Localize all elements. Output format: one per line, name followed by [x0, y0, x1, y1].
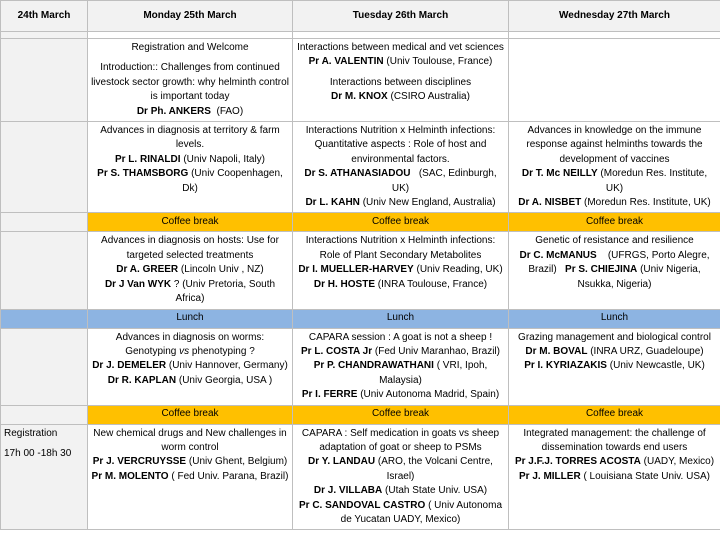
speaker-affiliation: (Fed Univ Maranhao, Brazil) [374, 345, 500, 357]
speaker-affiliation: (UADY, Mexico) [643, 456, 715, 468]
session-genetics [509, 232, 720, 309]
speaker-affiliation: (Univ Napoli, Italy) [183, 153, 266, 165]
header-tuesday: Tuesday 26th March [293, 1, 509, 32]
speaker-affiliation: ( VRI, Ipoh, Malaysia) [379, 360, 488, 386]
session-interactions [293, 39, 509, 122]
session-row-1 [1, 39, 720, 122]
speaker-affiliation: (Univ Nigeria, Nsukka, Nigeria) [577, 264, 701, 290]
session-row-3 [1, 232, 720, 309]
header-monday: Monday 25th March [88, 1, 293, 32]
session-title: vs [179, 345, 190, 357]
session-title: Interactions between disciplines [329, 76, 472, 88]
speaker-name: Dr I. MUELLER-HARVEY [298, 264, 414, 276]
session-row-5 [1, 424, 720, 530]
cell-24-march [1, 328, 88, 405]
speaker-affiliation: (Univ Coopenhagen, Dk) [182, 168, 283, 194]
coffee-break: Coffee break [509, 213, 720, 232]
speaker-affiliation: (Univ Toulouse, France) [386, 56, 493, 68]
spacer-row [1, 32, 720, 39]
speaker-affiliation: (Lincoln Univ , NZ) [180, 264, 264, 276]
session-row-4 [1, 328, 720, 405]
speaker-name: Pr J.F.J. TORRES ACOSTA [514, 456, 641, 468]
speaker-name: Dr S. ATHANASIADOU [304, 168, 411, 180]
session-title: Integrated management: the challenge of dissemination towards end users [523, 427, 706, 453]
coffee-break: Coffee break [509, 405, 720, 424]
cell-24-march [1, 213, 88, 232]
session-nutrition-quantitative [293, 122, 509, 213]
coffee-break: Coffee break [88, 405, 293, 424]
speaker-affiliation: (INRA URZ, Guadeloupe) [590, 345, 704, 357]
speaker-name: Dr J. DEMELER [92, 360, 167, 372]
session-title: Advances in diagnosis on hosts: Use for targeted selected treatments [101, 235, 279, 261]
coffee-break-row [1, 405, 720, 424]
lunch-break: Lunch [509, 309, 720, 328]
speaker-name: Dr Y. LANDAU [308, 456, 376, 468]
cell-24-march [1, 405, 88, 424]
speaker-affiliation: (Univ New England, Australia) [362, 197, 496, 209]
coffee-break: Coffee break [293, 405, 509, 424]
session-title: CAPARA : Self medication in goats vs sheep adaptation of goat or sheep to PSMs [301, 427, 500, 453]
speaker-affiliation: (Univ Newcastle, UK) [609, 360, 705, 372]
speaker-affiliation: (FAO) [216, 105, 244, 117]
speaker-name: Pr M. MOLENTO [91, 470, 169, 482]
speaker-affiliation: (Univ Autonoma Madrid, Spain) [360, 389, 500, 401]
speaker-name: Dr A. GREER [116, 264, 179, 276]
cell-24-march [1, 232, 88, 309]
session-diagnosis-farm [88, 122, 293, 213]
speaker-affiliation: ( Fed Univ. Parana, Brazil) [171, 470, 289, 482]
speaker-affiliation: ( Louisiana State Univ. USA) [583, 470, 710, 482]
cell-24-march [1, 122, 88, 213]
speaker-name: Pr J. MILLER [518, 470, 581, 482]
lunch-break: Lunch [293, 309, 509, 328]
speaker-name: Dr M. KNOX [331, 91, 388, 103]
speaker-affiliation: (Univ Ghent, Belgium) [188, 456, 288, 468]
speaker-affiliation: (Moredun Res. Institute, UK) [584, 197, 711, 209]
speaker-affiliation: (SAC, Edinburgh, UK) [391, 168, 497, 194]
speaker-affiliation: (CSIRO Australia) [390, 91, 470, 103]
speaker-name: Dr M. BOVAL [525, 345, 588, 357]
speaker-name: Dr T. Mc NEILLY [521, 168, 598, 180]
speaker-name: Dr H. HOSTE [313, 278, 376, 290]
session-grazing [509, 328, 720, 405]
header-wednesday: Wednesday 27th March [509, 1, 720, 32]
lunch-break: Lunch [88, 309, 293, 328]
speaker-name: Dr R. KAPLAN [107, 374, 177, 386]
speaker-name: Pr L. RINALDI [114, 153, 181, 165]
speaker-affiliation: ( Univ Autonoma de Yucatan UADY, Mexico) [340, 499, 503, 525]
session-capara-self-medication [293, 424, 509, 530]
speaker-affiliation: (ARO, the Volcani Centre, Israel) [377, 456, 493, 482]
cell-24-march [1, 39, 88, 122]
session-title: Genetic of resistance and resilience [535, 235, 694, 247]
session-title: Interactions Nutrition x Helminth infections: Role of Plant Secondary Metabolites [305, 235, 496, 261]
speaker-name: Pr J. VERCRUYSSE [92, 456, 187, 468]
speaker-name: Pr C. SANDOVAL CASTRO [298, 499, 426, 511]
session-empty [509, 39, 720, 122]
session-diagnosis-worms [88, 328, 293, 405]
speaker-name: Pr I. FERRE [301, 389, 358, 401]
session-diagnosis-hosts [88, 232, 293, 309]
speaker-name: Pr S. THAMSBORG [97, 168, 189, 180]
session-title: New chemical drugs and New challenges in worm control [93, 427, 287, 453]
session-title: CAPARA session : A goat is not a sheep ! [308, 331, 493, 343]
speaker-name: Dr C. McMANUS [519, 249, 597, 261]
speaker-name: Dr L. KAHN [305, 197, 360, 209]
session-title: Advances in diagnosis at territory & farm levels. [100, 125, 280, 151]
speaker-name: Pr P. CHANDRAWATHANI [313, 360, 434, 372]
header-24-march: 24th March [1, 1, 88, 32]
speaker-affiliation: (Univ Reading, UK) [416, 264, 503, 276]
speaker-name: Pr A. VALENTIN [308, 56, 384, 68]
coffee-break-row [1, 213, 720, 232]
session-title: Introduction:: Challenges from continued livestock sector growth: why helminth control is important today [91, 62, 289, 103]
session-title: phenotyping ? [189, 345, 255, 357]
speaker-name: Pr S. CHIEJINA [565, 264, 638, 276]
cell-24-march [1, 309, 88, 328]
session-row-2 [1, 122, 720, 213]
session-title: Interactions Nutrition x Helminth infections: Quantitative aspects : Role of host and environmental factors. [305, 125, 496, 165]
session-title: Registration and Welcome [131, 42, 249, 53]
speaker-name: Dr A. NISBET [518, 197, 582, 209]
speaker-affiliation: (Utah State Univ. USA) [385, 485, 488, 497]
registration-cell [1, 424, 88, 530]
coffee-break: Coffee break [293, 213, 509, 232]
header-row [1, 1, 720, 32]
session-title: Advances in knowledge on the immune response against helminths towards the development of vaccines [526, 125, 703, 165]
session-new-drugs [88, 424, 293, 530]
speaker-affiliation: (Univ Georgia, USA ) [178, 374, 273, 386]
session-immune [509, 122, 720, 213]
session-title: Grazing management and biological control [518, 331, 711, 343]
speaker-affiliation: (UFRGS, Porto Alegre, Brazil) [528, 249, 710, 276]
session-capara-goat [293, 328, 509, 405]
speaker-affiliation: (Univ Hannover, Germany) [168, 360, 288, 372]
session-title: Interactions between medical and vet sciences [297, 42, 504, 53]
speaker-affiliation: (INRA Toulouse, France) [377, 278, 488, 290]
speaker-name: Dr Ph. ANKERS [136, 105, 211, 117]
session-integrated-management [509, 424, 720, 530]
session-title: Advances in diagnosis on worms: Genotyping [115, 331, 265, 357]
speaker-name: Pr I. KYRIAZAKIS [524, 360, 607, 372]
speaker-name: Pr L. COSTA Jr [301, 345, 373, 357]
speaker-affiliation: ? (Univ Pretoria, South Africa) [173, 278, 276, 305]
speaker-name: Dr J. VILLABA [313, 485, 383, 497]
lunch-row [1, 309, 720, 328]
registration-label: Registration [4, 427, 58, 439]
session-welcome [88, 39, 293, 122]
coffee-break: Coffee break [88, 213, 293, 232]
speaker-name: Dr J Van WYK [104, 278, 172, 290]
registration-time: 17h 00 -18h 30 [4, 447, 72, 459]
speaker-affiliation: (Moredun Res. Institute, UK) [600, 168, 708, 194]
session-nutrition-psm [293, 232, 509, 309]
